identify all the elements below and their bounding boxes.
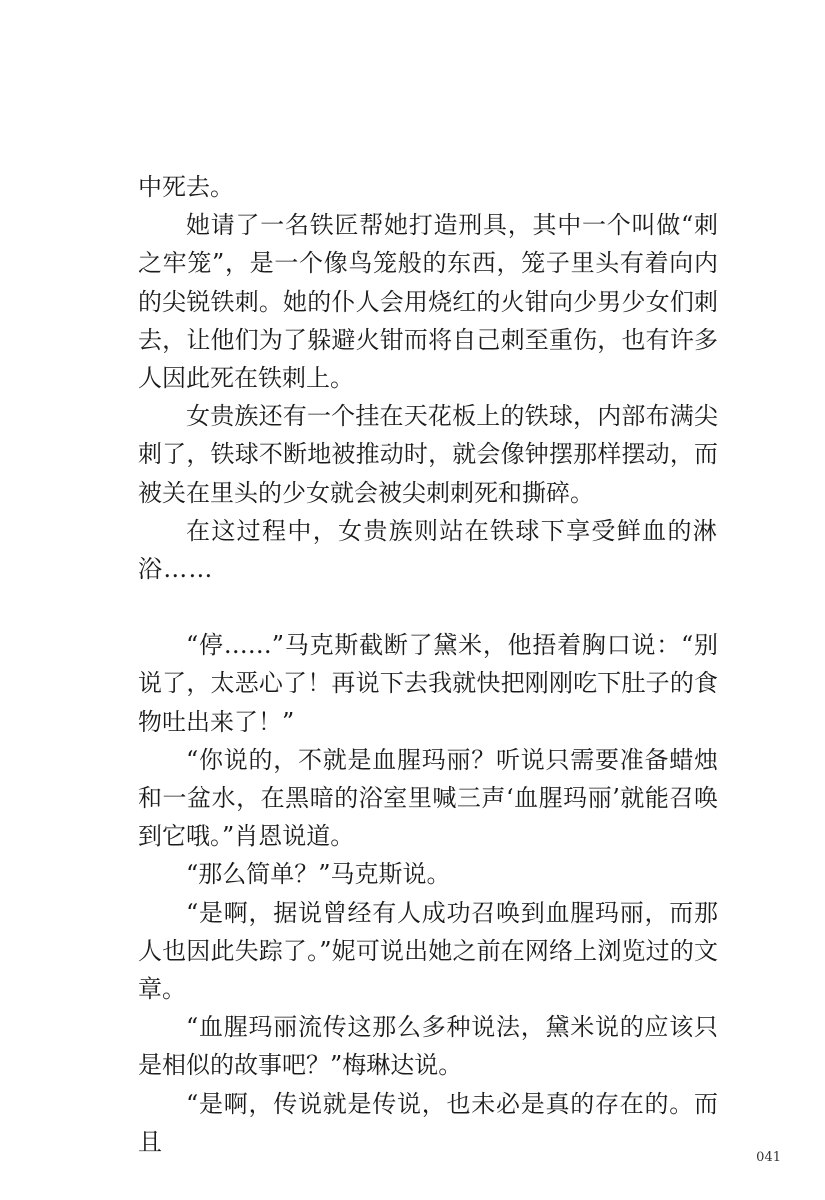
paragraph-6: “你说的，不就是血腥玛丽？听说只需要准备蜡烛和一盆水，在黑暗的浴室里喊三声‘血腥玛丽’就能召唤到它哦。”肖恩说道。: [138, 745, 718, 851]
paragraph-10: “是啊，传说就是传说，也未必是真的存在的。而且: [138, 1089, 718, 1156]
paragraph-3: 女贵族还有一个挂在天花板上的铁球，内部布满尖刺了，铁球不断地被推动时，就会像钟摆那样摆动，而被关在里头的少女就会被尖刺刺死和撕碎。: [138, 402, 718, 507]
scene-break: [138, 588, 718, 626]
paragraph-7: “那么简单？”马克斯说。: [186, 860, 451, 889]
paragraph-9: “血腥玛丽流传这那么多种说法，黛米说的应该只是相似的故事吧？”梅琳达说。: [138, 1013, 718, 1080]
paragraph-5: “停……”马克斯截断了黛米，他捂着胸口说：“别说了，太恶心了！再说下去我就快把刚刚吃下肚子的食物吐出来了！”: [138, 631, 718, 736]
paragraph-8: “是啊，据说曾经有人成功召唤到血腥玛丽，而那人也因此失踪了。”妮可说出她之前在网络上浏览过的文章。: [138, 898, 718, 1004]
paragraph-2: 她请了一名铁匠帮她打造刑具，其中一个叫做“刺之牢笼”，是一个像鸟笼般的东西，笼子里头有着向内的尖锐铁刺。她的仆人会用烧红的火钳向少男少女们刺去，让他们为了躲避火钳而将自己刺至重伤，也有许多人因此死在铁刺上。: [138, 211, 718, 393]
paragraph-1: 中死去。: [138, 173, 234, 201]
paragraph-4: 在这过程中，女贵族则站在铁球下享受鲜血的淋浴……: [138, 516, 718, 584]
page-body: [138, 168, 718, 1161]
page-number: 041: [756, 1150, 781, 1165]
